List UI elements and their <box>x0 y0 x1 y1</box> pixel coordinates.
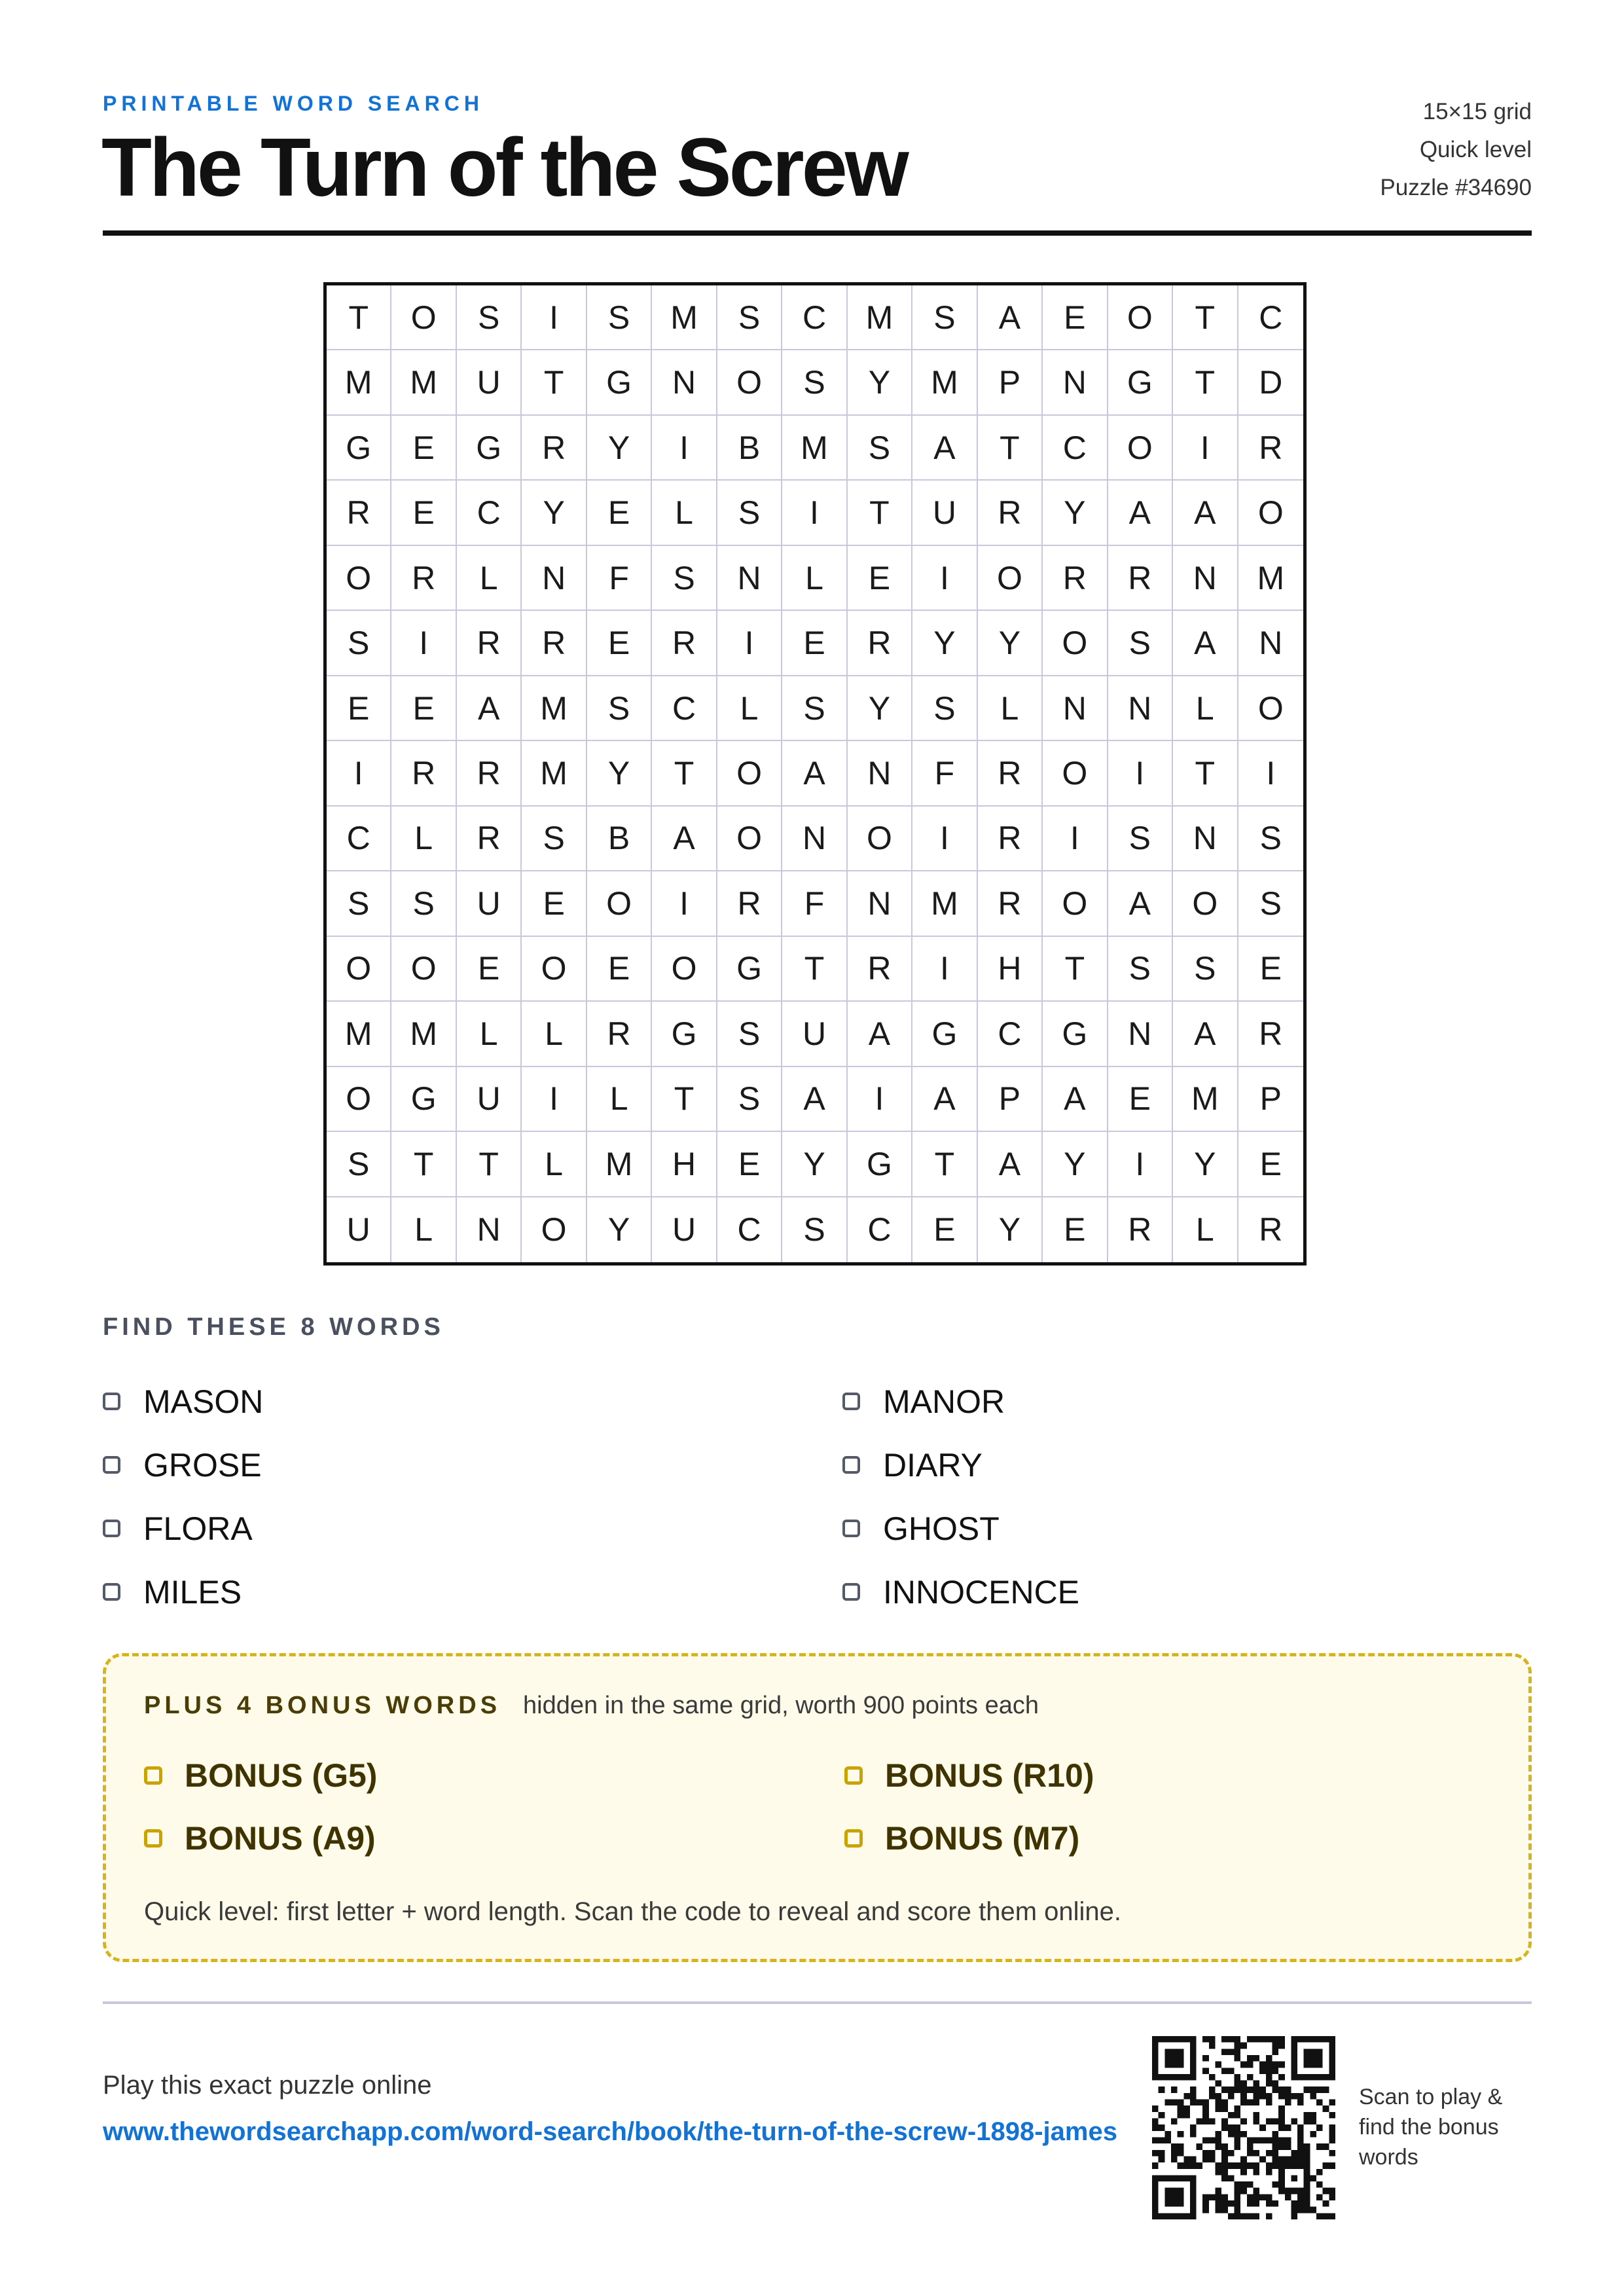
bonus-label: BONUS (R10) <box>885 1757 1094 1794</box>
grid-cell[interactable]: U <box>457 871 522 936</box>
grid-cell[interactable]: I <box>912 546 977 611</box>
scan-instructions: Scan to play & find the bonus words <box>1359 2085 1503 2170</box>
grid-cell[interactable]: C <box>1238 285 1303 350</box>
letter-grid[interactable] <box>323 282 1307 1266</box>
grid-cell[interactable]: C <box>848 1197 912 1262</box>
grid-cell[interactable]: I <box>1043 807 1108 871</box>
grid-cell[interactable]: B <box>717 416 782 481</box>
grid-cell[interactable]: H <box>978 937 1043 1002</box>
grid-cell[interactable]: M <box>1238 546 1303 611</box>
grid-cell[interactable]: I <box>522 1067 586 1132</box>
grid-cell[interactable]: O <box>717 741 782 806</box>
grid-cell[interactable]: S <box>782 676 847 741</box>
word-label: INNOCENCE <box>883 1573 1080 1611</box>
word-checkbox[interactable] <box>103 1583 120 1601</box>
grid-cell[interactable]: A <box>457 676 522 741</box>
grid-cell[interactable]: N <box>457 1197 522 1262</box>
grid-cell[interactable]: G <box>717 937 782 1002</box>
header-divider <box>103 230 1532 236</box>
grid-cell[interactable]: R <box>1043 546 1108 611</box>
grid-cell[interactable]: E <box>522 871 586 936</box>
grid-cell[interactable]: C <box>782 285 847 350</box>
grid-cell[interactable]: T <box>978 416 1043 481</box>
grid-cell[interactable]: O <box>1108 416 1173 481</box>
grid-cell[interactable]: I <box>391 611 456 676</box>
grid-cell[interactable]: S <box>912 285 977 350</box>
grid-cell[interactable]: N <box>1043 350 1108 415</box>
grid-cell[interactable]: O <box>391 285 456 350</box>
grid-cell[interactable]: R <box>1259 1211 1283 1248</box>
grid-cell[interactable]: R <box>848 611 912 676</box>
grid-cell[interactable]: G <box>327 416 391 481</box>
grid-cell[interactable]: Y <box>978 611 1043 676</box>
grid-cell[interactable]: I <box>1173 416 1238 481</box>
grid-cell[interactable]: T <box>848 481 912 545</box>
bonus-checkbox[interactable] <box>144 1829 162 1848</box>
grid-cell[interactable]: O <box>327 1067 391 1132</box>
grid-cell[interactable]: R <box>717 871 782 936</box>
grid-cell[interactable]: M <box>391 1002 456 1066</box>
grid-cell[interactable]: M <box>327 350 391 415</box>
grid-cell[interactable]: L <box>1173 1197 1238 1262</box>
grid-cell[interactable]: A <box>978 1132 1043 1197</box>
grid-cell[interactable]: O <box>652 937 717 1002</box>
bonus-note: Quick level: first letter + word length. Scan the code to reveal and score them online. <box>144 1897 1122 1926</box>
grid-cell[interactable]: S <box>782 1197 847 1262</box>
grid-cell[interactable]: C <box>978 1002 1043 1066</box>
grid-cell[interactable]: S <box>587 676 652 741</box>
grid-cell[interactable]: E <box>1043 1197 1108 1262</box>
grid-cell[interactable]: O <box>717 807 782 871</box>
bonus-label: BONUS (G5) <box>185 1757 378 1794</box>
grid-cell[interactable]: L <box>587 1067 652 1132</box>
grid-cell[interactable]: L <box>522 1132 586 1197</box>
grid-cell[interactable]: N <box>1173 546 1238 611</box>
grid-cell[interactable]: M <box>652 285 717 350</box>
word-list-item <box>103 1433 842 1497</box>
word-list-item <box>103 1497 842 1560</box>
word-list-item <box>103 1370 842 1433</box>
grid-cell[interactable]: A <box>848 1002 912 1066</box>
grid-cell[interactable]: A <box>782 1067 847 1132</box>
grid-cell[interactable]: T <box>391 1132 456 1197</box>
word-list-item <box>103 1560 842 1624</box>
grid-cell[interactable]: E <box>717 1132 782 1197</box>
grid-cell[interactable]: I <box>652 416 717 481</box>
word-list-heading: FIND THESE 8 WORDS <box>103 1313 444 1341</box>
grid-cell[interactable]: T <box>652 1067 717 1132</box>
grid-cell[interactable]: E <box>391 676 456 741</box>
grid-cell[interactable]: E <box>1108 1067 1173 1132</box>
grid-cell[interactable]: R <box>1108 546 1173 611</box>
grid-cell[interactable]: N <box>848 871 912 936</box>
kicker-label: PRINTABLE WORD SEARCH <box>103 92 484 115</box>
grid-cell[interactable]: S <box>1108 611 1173 676</box>
grid-cell[interactable]: O <box>522 937 586 1002</box>
grid-cell[interactable]: I <box>912 807 977 871</box>
grid-cell[interactable]: Y <box>782 1132 847 1197</box>
grid-cell[interactable]: A <box>912 1067 977 1132</box>
grid-cell[interactable]: S <box>782 350 847 415</box>
grid-cell[interactable]: S <box>717 1067 782 1132</box>
grid-cell[interactable]: O <box>1173 871 1238 936</box>
word-list-item <box>842 1497 1235 1560</box>
grid-cell[interactable]: L <box>391 807 456 871</box>
grid-cell[interactable]: N <box>1108 676 1173 741</box>
grid-cell[interactable]: A <box>1173 611 1238 676</box>
word-list-item <box>842 1560 1235 1624</box>
word-label: MILES <box>143 1573 242 1611</box>
grid-cell[interactable]: U <box>652 1197 717 1262</box>
grid-cell[interactable]: G <box>1043 1002 1108 1066</box>
word-label: DIARY <box>883 1446 983 1484</box>
grid-cell[interactable]: N <box>782 807 847 871</box>
grid-cell[interactable]: Y <box>912 611 977 676</box>
grid-cell[interactable]: S <box>848 416 912 481</box>
grid-cell[interactable]: M <box>1173 1067 1238 1132</box>
grid-cell[interactable]: E <box>1238 1132 1303 1197</box>
grid-cell[interactable]: Y <box>587 416 652 481</box>
grid-cell[interactable]: N <box>1043 676 1108 741</box>
grid-cell[interactable]: U <box>457 350 522 415</box>
grid-cell[interactable]: S <box>1238 807 1303 871</box>
grid-cell[interactable]: O <box>391 937 456 1002</box>
grid-cell[interactable]: L <box>457 546 522 611</box>
word-checkbox[interactable] <box>103 1393 120 1410</box>
grid-cell[interactable]: R <box>1238 416 1303 481</box>
grid-cell[interactable]: A <box>1173 1002 1238 1066</box>
grid-cell[interactable]: T <box>652 741 717 806</box>
grid-cell[interactable]: O <box>327 546 391 611</box>
grid-cell[interactable]: S <box>522 807 586 871</box>
grid-cell[interactable]: R <box>522 611 586 676</box>
grid-cell[interactable]: L <box>782 546 847 611</box>
grid-cell[interactable]: M <box>327 1002 391 1066</box>
grid-cell[interactable]: N <box>848 741 912 806</box>
grid-cell[interactable]: I <box>1238 741 1303 806</box>
grid-cell[interactable]: R <box>457 741 522 806</box>
grid-cell[interactable]: Y <box>587 741 652 806</box>
grid-cell[interactable]: Y <box>848 676 912 741</box>
grid-cell[interactable]: B <box>587 807 652 871</box>
grid-cell[interactable]: F <box>587 546 652 611</box>
grid-cell[interactable]: O <box>1043 611 1108 676</box>
bonus-panel <box>103 1653 1532 1962</box>
grid-cell[interactable]: G <box>587 350 652 415</box>
word-checkbox[interactable] <box>103 1520 120 1537</box>
grid-cell[interactable]: S <box>717 481 782 545</box>
word-checkbox[interactable] <box>842 1583 860 1601</box>
bonus-header <box>144 1692 1039 1720</box>
grid-cell[interactable]: N <box>1173 807 1238 871</box>
bonus-item <box>844 1744 1237 1807</box>
bonus-checkbox[interactable] <box>144 1766 162 1785</box>
grid-cell[interactable]: Y <box>522 481 586 545</box>
bonus-item <box>144 1807 844 1870</box>
grid-cell[interactable]: I <box>782 481 847 545</box>
word-checkbox[interactable] <box>842 1456 860 1474</box>
grid-cell[interactable]: A <box>1108 481 1173 545</box>
grid-cell[interactable]: L <box>717 676 782 741</box>
grid-cell[interactable]: S <box>652 546 717 611</box>
grid-cell[interactable]: Y <box>1043 1132 1108 1197</box>
grid-cell[interactable]: N <box>1108 1002 1173 1066</box>
grid-cell[interactable]: F <box>782 871 847 936</box>
grid-cell[interactable]: C <box>652 676 717 741</box>
grid-cell[interactable]: A <box>978 285 1043 350</box>
grid-cell[interactable]: E <box>912 1197 977 1262</box>
word-label: MASON <box>143 1383 264 1420</box>
grid-cell[interactable]: U <box>912 481 977 545</box>
grid-cell[interactable]: N <box>1238 611 1303 676</box>
grid-cell[interactable]: L <box>522 1002 586 1066</box>
grid-cell[interactable]: N <box>652 350 717 415</box>
grid-cell[interactable]: O <box>1043 741 1108 806</box>
grid-cell[interactable]: N <box>717 546 782 611</box>
grid-cell[interactable]: S <box>717 285 782 350</box>
grid-cell[interactable]: E <box>587 481 652 545</box>
grid-cell[interactable]: E <box>587 611 652 676</box>
grid-cell[interactable]: M <box>587 1132 652 1197</box>
grid-cell[interactable]: R <box>1238 1002 1303 1066</box>
grid-cell[interactable]: F <box>912 741 977 806</box>
grid-cell[interactable]: L <box>1173 676 1238 741</box>
grid-cell[interactable]: O <box>587 871 652 936</box>
word-label: GROSE <box>143 1446 262 1484</box>
grid-cell[interactable]: L <box>978 676 1043 741</box>
grid-cell[interactable]: S <box>587 285 652 350</box>
grid-cell[interactable]: C <box>327 807 391 871</box>
level-label: Quick level <box>1419 137 1532 162</box>
grid-cell[interactable]: E <box>391 481 456 545</box>
grid-cell[interactable]: P <box>978 1067 1043 1132</box>
bonus-subtitle: hidden in the same grid, worth 900 points each <box>523 1692 1039 1719</box>
grid-cell[interactable]: U <box>457 1067 522 1132</box>
puzzle-meta <box>1380 93 1532 207</box>
grid-cell[interactable]: R <box>978 481 1043 545</box>
grid-cell[interactable]: S <box>912 676 977 741</box>
grid-cell[interactable]: S <box>717 1002 782 1066</box>
grid-cell[interactable]: R <box>327 481 391 545</box>
grid-cell[interactable]: Y <box>848 350 912 415</box>
grid-cell[interactable]: G <box>652 1002 717 1066</box>
grid-cell[interactable]: L <box>457 1002 522 1066</box>
grid-cell[interactable]: A <box>1173 481 1238 545</box>
grid-cell[interactable]: L <box>652 481 717 545</box>
grid-cell[interactable]: M <box>522 676 586 741</box>
grid-cell[interactable]: T <box>1043 937 1108 1002</box>
play-online-label: Play this exact puzzle online <box>103 2071 432 2100</box>
grid-cell[interactable]: I <box>848 1067 912 1132</box>
grid-cell[interactable]: E <box>782 611 847 676</box>
grid-cell[interactable]: S <box>457 285 522 350</box>
grid-cell[interactable]: R <box>391 546 456 611</box>
bonus-title: PLUS 4 BONUS WORDS <box>144 1692 501 1719</box>
grid-cell[interactable]: P <box>1238 1067 1303 1132</box>
bonus-checkbox[interactable] <box>844 1829 863 1848</box>
grid-cell[interactable]: T <box>522 350 586 415</box>
bonus-label: BONUS (M7) <box>885 1820 1080 1857</box>
grid-cell[interactable]: O <box>978 546 1043 611</box>
qr-code-icon[interactable] <box>1152 2036 1335 2219</box>
grid-cell[interactable]: Y <box>1043 481 1108 545</box>
grid-cell[interactable]: R <box>978 871 1043 936</box>
word-list <box>103 1370 1080 1624</box>
grid-cell[interactable]: R <box>391 741 456 806</box>
grid-cell[interactable]: E <box>848 546 912 611</box>
grid-cell[interactable]: I <box>1108 1132 1173 1197</box>
grid-cell[interactable]: O <box>717 350 782 415</box>
grid-cell[interactable]: S <box>1173 937 1238 1002</box>
grid-cell[interactable]: I <box>717 611 782 676</box>
grid-cell[interactable]: I <box>652 871 717 936</box>
grid-cell[interactable]: I <box>912 937 977 1002</box>
grid-cell[interactable]: S <box>327 871 391 936</box>
grid-cell[interactable]: I <box>327 741 391 806</box>
grid-cell[interactable]: M <box>391 350 456 415</box>
grid-cell[interactable]: R <box>587 1002 652 1066</box>
grid-cell[interactable]: R <box>978 807 1043 871</box>
grid-cell[interactable]: R <box>848 937 912 1002</box>
grid-cell[interactable]: E <box>327 676 391 741</box>
grid-cell[interactable]: S <box>327 1132 391 1197</box>
puzzle-id-label: Puzzle #34690 <box>1380 175 1532 200</box>
grid-cell[interactable]: A <box>652 807 717 871</box>
grid-cell[interactable]: O <box>848 807 912 871</box>
grid-cell[interactable]: O <box>327 937 391 1002</box>
grid-cell[interactable]: O <box>1238 676 1303 741</box>
grid-cell[interactable]: S <box>1108 807 1173 871</box>
grid-cell[interactable]: Y <box>1173 1132 1238 1197</box>
bonus-checkbox[interactable] <box>844 1766 863 1785</box>
grid-cell[interactable]: S <box>1108 937 1173 1002</box>
bonus-label: BONUS (A9) <box>185 1820 376 1857</box>
puzzle-url-link[interactable]: www.thewordsearchapp.com/word-search/book/the-turn-of-the-screw-1898-james <box>103 2117 1117 2146</box>
word-label: FLORA <box>143 1510 253 1547</box>
grid-cell[interactable]: S <box>1238 871 1303 936</box>
grid-cell[interactable]: M <box>782 416 847 481</box>
grid-cell[interactable]: R <box>978 741 1043 806</box>
grid-cell[interactable]: G <box>1108 350 1173 415</box>
grid-cell[interactable]: R <box>457 611 522 676</box>
grid-cell[interactable]: I <box>522 285 586 350</box>
grid-cell[interactable]: U <box>327 1197 391 1262</box>
grid-cell[interactable]: R <box>522 416 586 481</box>
grid-cell[interactable]: R <box>1108 1197 1173 1262</box>
grid-cell[interactable]: G <box>457 416 522 481</box>
grid-cell[interactable]: A <box>912 416 977 481</box>
grid-cell[interactable]: T <box>782 937 847 1002</box>
grid-cell[interactable]: C <box>457 481 522 545</box>
grid-cell[interactable]: U <box>782 1002 847 1066</box>
grid-cell[interactable]: C <box>717 1197 782 1262</box>
grid-cell[interactable]: G <box>391 1067 456 1132</box>
grid-cell[interactable]: S <box>391 871 456 936</box>
grid-cell[interactable]: L <box>391 1197 456 1262</box>
grid-cell[interactable]: N <box>522 546 586 611</box>
grid-cell[interactable]: T <box>1173 285 1238 350</box>
grid-cell[interactable]: E <box>1043 285 1108 350</box>
footer-divider <box>103 2001 1532 2004</box>
grid-cell[interactable]: I <box>1108 741 1173 806</box>
grid-cell[interactable]: E <box>457 937 522 1002</box>
word-list-item <box>842 1370 1235 1433</box>
word-checkbox[interactable] <box>842 1520 860 1537</box>
grid-cell[interactable]: M <box>912 871 977 936</box>
word-label: MANOR <box>883 1383 1005 1420</box>
grid-cell[interactable]: T <box>457 1132 522 1197</box>
grid-cell[interactable]: A <box>782 741 847 806</box>
grid-cell[interactable]: Y <box>978 1197 1043 1262</box>
grid-cell[interactable]: M <box>848 285 912 350</box>
bonus-item <box>144 1744 844 1807</box>
grid-cell[interactable]: G <box>912 1002 977 1066</box>
grid-cell[interactable]: S <box>327 611 391 676</box>
grid-cell[interactable]: R <box>457 807 522 871</box>
grid-cell[interactable]: R <box>652 611 717 676</box>
word-checkbox[interactable] <box>842 1393 860 1410</box>
word-checkbox[interactable] <box>103 1456 120 1474</box>
bonus-item <box>844 1807 1237 1870</box>
grid-cell[interactable]: O <box>1238 481 1303 545</box>
grid-cell[interactable]: O <box>1108 285 1173 350</box>
grid-cell[interactable]: O <box>522 1197 586 1262</box>
grid-cell[interactable]: E <box>1238 937 1303 1002</box>
grid-cell[interactable]: A <box>1043 1067 1108 1132</box>
grid-cell[interactable]: C <box>1043 416 1108 481</box>
grid-cell[interactable]: G <box>848 1132 912 1197</box>
word-list-item <box>842 1433 1235 1497</box>
grid-cell[interactable]: E <box>587 937 652 1002</box>
grid-cell[interactable]: O <box>1043 871 1108 936</box>
grid-cell[interactable]: P <box>978 350 1043 415</box>
grid-size-label: 15×15 grid <box>1422 99 1532 124</box>
page-title: The Turn of the Screw <box>101 121 907 213</box>
grid-cell[interactable]: M <box>522 741 586 806</box>
grid-cell[interactable]: T <box>1173 350 1238 415</box>
grid-cell[interactable]: T <box>912 1132 977 1197</box>
grid-cell[interactable]: H <box>652 1132 717 1197</box>
grid-cell[interactable]: T <box>1173 741 1238 806</box>
grid-cell[interactable]: M <box>912 350 977 415</box>
grid-cell[interactable]: T <box>327 285 391 350</box>
grid-cell[interactable]: Y <box>587 1197 652 1262</box>
grid-cell[interactable]: E <box>391 416 456 481</box>
grid-cell[interactable]: A <box>1108 871 1173 936</box>
grid-cell[interactable]: D <box>1238 350 1303 415</box>
bonus-list <box>144 1744 1237 1870</box>
word-label: GHOST <box>883 1510 1000 1547</box>
